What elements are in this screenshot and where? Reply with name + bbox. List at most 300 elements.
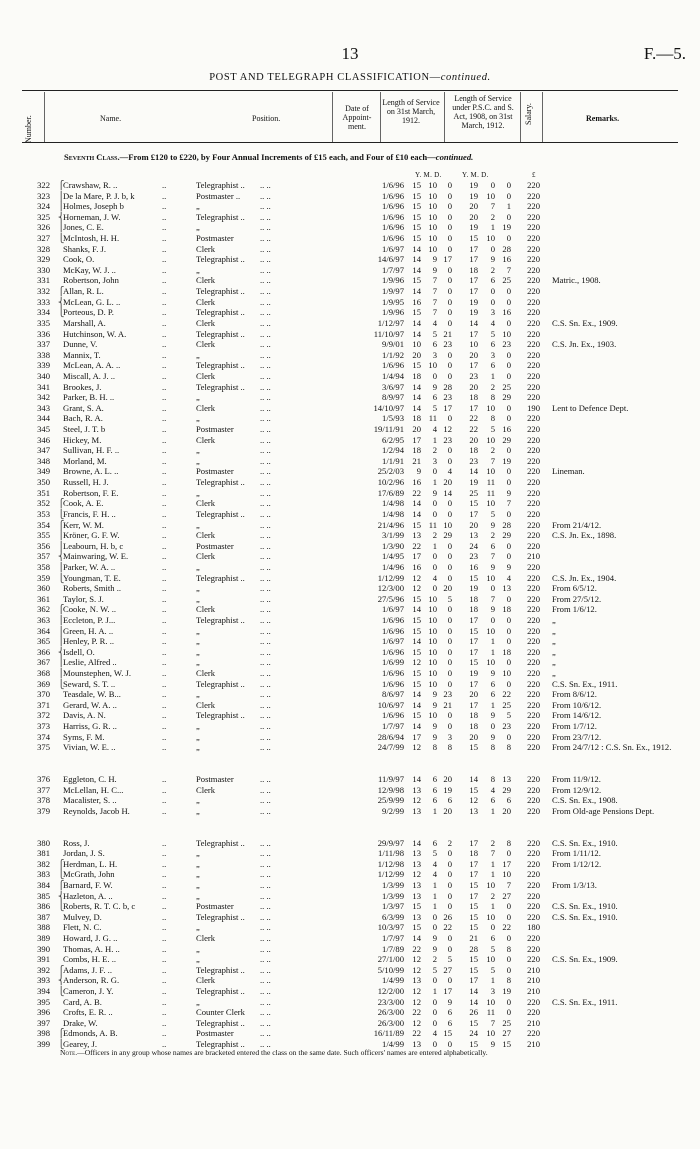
salary-value: 220 (527, 561, 540, 572)
table-row (0, 721, 700, 732)
remarks-value: C.S. Sn. Ex., 1910. (552, 837, 618, 848)
appointment-date: 1/4/99 (382, 1039, 404, 1050)
remarks-value: From 23/7/12. (552, 731, 602, 742)
leader-dots: .. (162, 381, 167, 392)
leader-dots: .. (162, 519, 167, 530)
psc-service-months: 10 (486, 954, 495, 965)
salary-value: 220 (527, 508, 540, 519)
psc-service-years: 17 (469, 636, 478, 647)
psc-service-months: 9 (490, 561, 495, 572)
salary-value: 220 (527, 519, 540, 530)
service-days: 0 (447, 243, 452, 254)
officer-position: Telegraphist .. (196, 986, 245, 997)
officer-position: „ (196, 943, 200, 954)
psc-service-months: 10 (486, 572, 495, 583)
service-years: 10 (412, 339, 421, 350)
psc-service-years: 17 (469, 328, 478, 339)
service-days: 6 (447, 1007, 452, 1018)
group-bracket: ⎩ (58, 678, 65, 689)
leader-dots: .. (162, 296, 167, 307)
officer-position: Counter Clerk (196, 1007, 245, 1018)
group-bracket: ⎧ (58, 879, 65, 890)
service-days: 5 (447, 954, 452, 965)
appointment-date: 10/3/97 (377, 922, 404, 933)
psc-service-years: 17 (469, 402, 478, 413)
officer-position: Telegraphist .. (196, 678, 245, 689)
service-days: 0 (447, 201, 452, 212)
group-bracket: ⎧ (58, 519, 65, 530)
table-row (0, 541, 700, 552)
psc-service-months: 0 (490, 243, 495, 254)
row-number: 371 (37, 699, 50, 710)
group-bracket: ⎪ (58, 530, 65, 541)
table-row (0, 795, 700, 806)
leader-dots: .. .. (260, 901, 271, 912)
psc-service-days: 4 (506, 572, 511, 583)
service-days: 28 (443, 381, 452, 392)
service-days: 0 (447, 604, 452, 615)
salary-value: 220 (527, 233, 540, 244)
remarks-value: From 12/9/12. (552, 784, 602, 795)
salary-value: 210 (527, 1039, 540, 1050)
leader-dots: .. .. (260, 530, 271, 541)
service-months: 0 (432, 508, 437, 519)
psc-service-months: 11 (486, 487, 495, 498)
header-name: Name. (100, 114, 122, 123)
appointment-date: 1/6/97 (382, 636, 404, 647)
service-months: 0 (432, 975, 437, 986)
service-months: 6 (432, 837, 437, 848)
table-row (0, 456, 700, 467)
officer-position: „ (196, 487, 200, 498)
service-months: 9 (432, 689, 437, 700)
row-number: 363 (37, 614, 50, 625)
leader-dots: .. (162, 1039, 167, 1050)
leader-dots: .. .. (260, 201, 271, 212)
row-number: 350 (37, 477, 50, 488)
appointment-date: 1/1/91 (382, 455, 404, 466)
remarks-value: From Old-age Pensions Dept. (552, 805, 655, 816)
service-days: 10 (443, 519, 452, 530)
psc-service-months: 1 (490, 805, 495, 816)
table-row (0, 551, 700, 562)
psc-service-months: 8 (490, 392, 495, 403)
row-number: 392 (37, 964, 50, 975)
salary-value: 220 (527, 795, 540, 806)
service-years: 9 (416, 466, 421, 477)
leader-dots: .. .. (260, 466, 271, 477)
row-number: 367 (37, 657, 50, 668)
service-years: 12 (412, 1017, 421, 1028)
salary-value: 210 (527, 551, 540, 562)
service-months: 10 (428, 668, 437, 679)
leader-dots: .. .. (260, 381, 271, 392)
remarks-value: From 1/6/12. (552, 604, 597, 615)
leader-dots: .. (162, 508, 167, 519)
psc-service-days: 29 (502, 392, 511, 403)
leader-dots: .. (162, 286, 167, 297)
row-number: 375 (37, 742, 50, 753)
leader-dots: .. (162, 201, 167, 212)
leader-dots: .. .. (260, 413, 271, 424)
service-months: 10 (428, 233, 437, 244)
psc-service-days: 28 (502, 243, 511, 254)
psc-service-days: 16 (502, 307, 511, 318)
psc-service-years: 19 (469, 583, 478, 594)
leader-dots: .. .. (260, 211, 271, 222)
appointment-date: 11/10/97 (373, 328, 404, 339)
officer-name: Mounstephen, W. J. (63, 668, 132, 679)
officer-name: Cameron, J. Y. (63, 986, 114, 997)
remarks-value: C.S. Jn. Ex., 1903. (552, 339, 617, 350)
appointment-date: 3/6/97 (382, 381, 404, 392)
service-months: 1 (432, 986, 437, 997)
officer-name: McLean, G. L. .. (63, 296, 121, 307)
salary-value: 220 (527, 381, 540, 392)
service-years: 13 (412, 805, 421, 816)
salary-value: 220 (527, 614, 540, 625)
appointment-date: 1/11/98 (378, 848, 404, 859)
psc-service-years: 13 (469, 805, 478, 816)
service-days: 0 (447, 180, 452, 190)
row-number: 385 (37, 890, 50, 901)
salary-value: 220 (527, 784, 540, 795)
row-number: 349 (37, 466, 50, 477)
appointment-date: 10/2/96 (377, 477, 404, 488)
appointment-date: 1/6/96 (382, 211, 404, 222)
salary-value: 220 (527, 954, 540, 965)
officer-position: „ (196, 636, 200, 647)
row-number: 379 (37, 805, 50, 816)
psc-service-months: 9 (490, 710, 495, 721)
psc-service-years: 20 (469, 349, 478, 360)
table-row (0, 201, 700, 212)
remarks-value: „ (552, 646, 556, 657)
leader-dots: .. .. (260, 243, 271, 254)
service-years: 12 (412, 964, 421, 975)
salary-value: 220 (527, 413, 540, 424)
psc-service-months: 6 (490, 689, 495, 700)
psc-service-months: 10 (486, 498, 495, 509)
units-pound: £ (532, 171, 536, 179)
remarks-value: C.S. Sn. Ex., 1911. (552, 996, 618, 1007)
leader-dots: .. (162, 1017, 167, 1028)
officer-name: Cook, A. E. (63, 498, 104, 509)
group-bracket: ⎨ (58, 975, 65, 986)
officer-position: Clerk (196, 784, 216, 795)
leader-dots: .. .. (260, 445, 271, 456)
leader-dots: .. (162, 402, 167, 413)
service-years: 20 (412, 349, 421, 360)
appointment-date: 1/9/96 (382, 307, 404, 318)
service-days: 0 (447, 286, 452, 297)
leader-dots: .. (162, 879, 167, 890)
psc-service-years: 17 (469, 646, 478, 657)
service-years: 15 (412, 922, 421, 933)
salary-value: 220 (527, 636, 540, 647)
table-row (0, 180, 700, 191)
officer-position: Telegraphist .. (196, 508, 245, 519)
table-row (0, 583, 700, 594)
leader-dots: .. .. (260, 699, 271, 710)
officer-name: Mulvey, D. (63, 911, 102, 922)
service-months: 10 (428, 614, 437, 625)
psc-service-years: 15 (469, 911, 478, 922)
officer-position: „ (196, 593, 200, 604)
table-row (0, 626, 700, 637)
psc-service-months: 10 (486, 879, 495, 890)
psc-service-years: 10 (469, 339, 478, 350)
leader-dots: .. .. (260, 1039, 271, 1050)
officer-position: Postmaster (196, 233, 234, 244)
service-months: 11 (428, 413, 437, 424)
officer-name: Green, H. A. .. (63, 625, 114, 636)
officer-name: Adams, J. F. .. (63, 964, 112, 975)
officer-position: Clerk (196, 699, 216, 710)
row-number: 351 (37, 487, 50, 498)
psc-service-days: 15 (502, 1039, 511, 1050)
appointment-date: 1/4/98 (382, 498, 404, 509)
leader-dots: .. (162, 370, 167, 381)
table-row (0, 838, 700, 849)
officer-name: Henley, P. R. .. (63, 636, 115, 647)
leader-dots: .. .. (260, 254, 271, 265)
table-row (0, 954, 700, 965)
leader-dots: .. .. (260, 583, 271, 594)
officer-position: „ (196, 625, 200, 636)
group-bracket: ⎪ (58, 657, 65, 668)
leader-dots: .. .. (260, 477, 271, 488)
officer-name: Robertson, John (63, 275, 119, 286)
service-years: 13 (412, 784, 421, 795)
service-years: 14 (412, 317, 421, 328)
leader-dots: .. (162, 699, 167, 710)
leader-dots: .. .. (260, 773, 271, 784)
leader-dots: .. .. (260, 795, 271, 806)
officer-position: Telegraphist .. (196, 837, 245, 848)
service-days: 9 (447, 996, 452, 1007)
leader-dots: .. .. (260, 593, 271, 604)
row-number: 340 (37, 370, 50, 381)
remarks-value: From 14/6/12. (552, 710, 602, 721)
psc-service-years: 20 (469, 519, 478, 530)
service-days: 21 (443, 699, 452, 710)
psc-service-years: 15 (469, 901, 478, 912)
psc-service-months: 10 (486, 996, 495, 1007)
officer-name: Anderson, R. G. (63, 975, 120, 986)
psc-service-days: 8 (506, 742, 511, 753)
table-row (0, 573, 700, 584)
salary-value: 220 (527, 869, 540, 880)
service-years: 22 (412, 1028, 421, 1039)
leader-dots: .. (162, 795, 167, 806)
leader-dots: .. .. (260, 646, 271, 657)
remarks-value: Lineman. (552, 466, 585, 477)
page-reference: F.—5. (643, 44, 686, 63)
psc-service-days: 28 (502, 519, 511, 530)
table-row (0, 297, 700, 308)
remarks-value: „ (552, 614, 556, 625)
leader-dots: .. (162, 243, 167, 254)
class-heading-name: Seventh Class. (64, 152, 120, 162)
group-bracket: ⎩ (58, 986, 65, 997)
service-days: 0 (447, 445, 452, 456)
service-months: 10 (428, 243, 437, 254)
page-title (0, 72, 700, 83)
psc-service-days: 20 (502, 805, 511, 816)
psc-service-days: 0 (506, 402, 511, 413)
table-row (0, 435, 700, 446)
service-days: 20 (443, 583, 452, 594)
officer-name: Holmes, Joseph b (63, 201, 124, 212)
salary-value: 220 (527, 805, 540, 816)
service-years: 13 (412, 911, 421, 922)
header-service-1: Length of Service on 31st March, 1912. (382, 98, 440, 125)
service-months: 10 (428, 190, 437, 201)
psc-service-days: 0 (506, 593, 511, 604)
service-years: 15 (412, 614, 421, 625)
leader-dots: .. (162, 424, 167, 435)
leader-dots: .. (162, 561, 167, 572)
leader-dots: .. .. (260, 604, 271, 615)
appointment-date: 11/9/97 (378, 773, 404, 784)
service-months: 0 (432, 583, 437, 594)
group-bracket: ⎨ (58, 296, 65, 307)
psc-service-months: 7 (490, 1017, 495, 1028)
salary-value: 220 (527, 296, 540, 307)
psc-service-years: 17 (469, 508, 478, 519)
table-row (0, 922, 700, 933)
row-number: 361 (37, 593, 50, 604)
table-row (0, 530, 700, 541)
psc-service-days: 8 (506, 837, 511, 848)
psc-service-days: 8 (506, 943, 511, 954)
service-days: 23 (443, 339, 452, 350)
officer-name: Teasdale, W. B... (63, 689, 121, 700)
salary-value: 220 (527, 689, 540, 700)
psc-service-days: 7 (506, 498, 511, 509)
table-row (0, 657, 700, 668)
officer-position: „ (196, 869, 200, 880)
psc-service-years: 19 (469, 668, 478, 679)
service-years: 14 (412, 699, 421, 710)
psc-service-years: 15 (469, 784, 478, 795)
psc-service-months: 6 (490, 795, 495, 806)
leader-dots: .. .. (260, 1028, 271, 1039)
leader-dots: .. (162, 392, 167, 403)
leader-dots: .. (162, 222, 167, 233)
salary-value: 220 (527, 879, 540, 890)
salary-value: 220 (527, 286, 540, 297)
row-number: 372 (37, 710, 50, 721)
psc-service-months: 9 (490, 604, 495, 615)
officer-name: Vivian, W. E. .. (63, 742, 116, 753)
table-row (0, 594, 700, 605)
table-row (0, 859, 700, 870)
officer-position: „ (196, 731, 200, 742)
leader-dots: .. (162, 540, 167, 551)
psc-service-years: 26 (469, 1007, 478, 1018)
service-years: 13 (412, 858, 421, 869)
psc-service-months: 2 (490, 264, 495, 275)
service-months: 9 (432, 699, 437, 710)
psc-service-months: 1 (490, 869, 495, 880)
leader-dots: .. (162, 911, 167, 922)
psc-service-months: 6 (490, 275, 495, 286)
leader-dots: .. .. (260, 996, 271, 1007)
psc-service-years: 19 (469, 222, 478, 233)
service-months: 9 (432, 932, 437, 943)
leader-dots: .. (162, 668, 167, 679)
psc-service-months: 10 (486, 233, 495, 244)
appointment-date: 1/4/98 (382, 508, 404, 519)
leader-dots: .. (162, 721, 167, 732)
officer-name: Jones, C. E. (63, 222, 104, 233)
service-days: 0 (447, 975, 452, 986)
leader-dots: .. .. (260, 519, 271, 530)
leader-dots: .. (162, 954, 167, 965)
group-bracket: ⎧ (58, 858, 65, 869)
row-number: 339 (37, 360, 50, 371)
psc-service-days: 0 (506, 233, 511, 244)
officer-position: Telegraphist .. (196, 1039, 245, 1050)
service-days: 0 (447, 540, 452, 551)
leader-dots: .. (162, 445, 167, 456)
table-row (0, 636, 700, 647)
table-row (0, 286, 700, 297)
psc-service-years: 19 (469, 190, 478, 201)
leader-dots: .. .. (260, 360, 271, 371)
row-number: 336 (37, 328, 50, 339)
table-row (0, 509, 700, 520)
group-bracket: ⎧ (58, 180, 65, 190)
psc-service-months: 2 (490, 890, 495, 901)
group-bracket: ⎩ (58, 307, 65, 318)
leader-dots: .. (162, 349, 167, 360)
header-divider-5 (520, 92, 521, 142)
psc-service-months: 2 (490, 445, 495, 456)
salary-value: 220 (527, 317, 540, 328)
officer-name: Howard, J. G. .. (63, 932, 118, 943)
leader-dots: .. .. (260, 668, 271, 679)
group-bracket: ⎪ (58, 625, 65, 636)
service-months: 10 (428, 678, 437, 689)
group-bracket: ⎨ (58, 646, 65, 657)
officer-name: Parker, B. H. .. (63, 392, 115, 403)
service-years: 14 (412, 689, 421, 700)
table-row (0, 891, 700, 902)
appointment-date: 25/9/99 (377, 795, 404, 806)
service-months: 10 (428, 657, 437, 668)
officer-name: Bach, R. A. (63, 413, 103, 424)
table-row (0, 1018, 700, 1029)
salary-value: 220 (527, 583, 540, 594)
leader-dots: .. (162, 487, 167, 498)
psc-service-days: 0 (506, 349, 511, 360)
header-service-2: Length of Service under P.S.C. and S. Act, 1908, on 31st March, 1912. (452, 94, 514, 130)
appointment-date: 1/6/96 (382, 190, 404, 201)
officer-position: „ (196, 922, 200, 933)
leader-dots: .. (162, 837, 167, 848)
service-years: 12 (412, 954, 421, 965)
psc-service-years: 15 (469, 233, 478, 244)
remarks-value: Matric., 1908. (552, 275, 601, 286)
psc-service-days: 23 (502, 721, 511, 732)
officer-position: „ (196, 264, 200, 275)
officer-name: Cook, O. (63, 254, 95, 265)
service-days: 0 (447, 307, 452, 318)
salary-value: 220 (527, 1028, 540, 1039)
